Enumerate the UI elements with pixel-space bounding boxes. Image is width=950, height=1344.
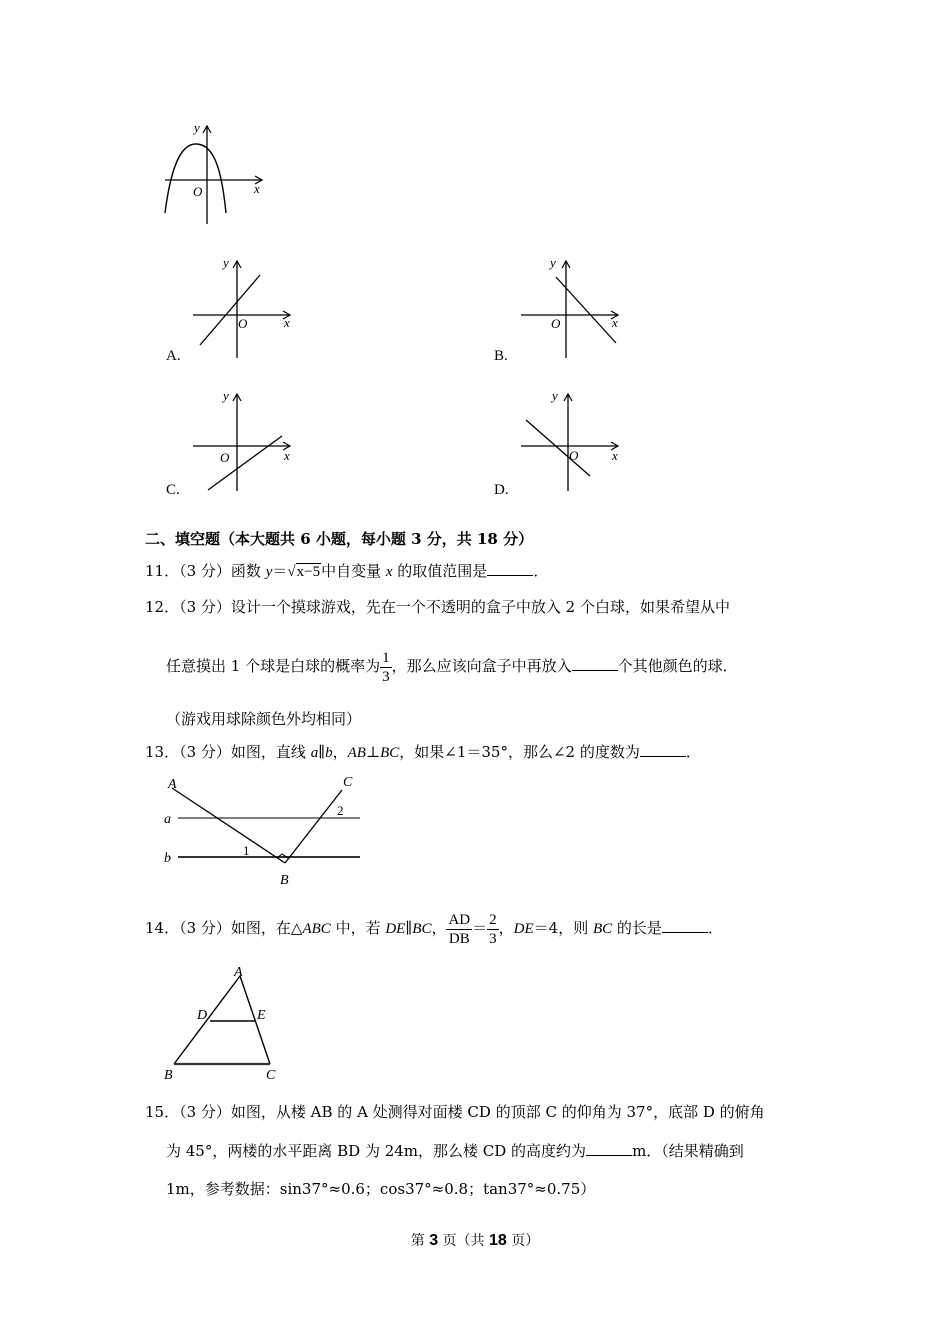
- q14-fraction-ad-db: $\frac{AD}{DB}$: [448, 911, 471, 947]
- q13-answer-blank[interactable]: [640, 742, 686, 757]
- label-A-tri: A: [234, 965, 243, 980]
- label-C-tri: C: [266, 1068, 276, 1083]
- segment-ab: [172, 788, 285, 863]
- label-B-tri: B: [164, 1068, 173, 1083]
- page-number: 3: [429, 1232, 439, 1249]
- y-label: y: [194, 120, 200, 135]
- parabola-graph: [160, 118, 270, 228]
- svg-text:x: x: [612, 448, 618, 463]
- q12-answer-blank[interactable]: [572, 656, 618, 671]
- question-12-line3: （游戏用球除颜色外均相同）: [166, 710, 362, 728]
- segment-bc: [285, 790, 342, 863]
- q11-radicand: x−5: [296, 564, 321, 580]
- label-a: a: [164, 812, 171, 827]
- line-a: [200, 275, 260, 345]
- q12-fraction: $\frac{1}{3}$: [382, 649, 390, 685]
- graph-option-a: [190, 255, 300, 365]
- section-2-heading: 二、填空题（本大题共 6 小题，每小题 3 分，共 18 分）: [145, 530, 534, 548]
- graph-option-c: [190, 388, 300, 498]
- parabola-curve: [165, 144, 226, 213]
- graph-option-d: [518, 388, 628, 498]
- option-b-label[interactable]: B.: [494, 348, 508, 364]
- question-11: 11．（3 分）函数 y＝√x−5中自变量 x 的取值范围是 ．: [145, 562, 549, 580]
- question-14: 14．（3 分）如图，在△ABC 中，若 DE∥BC， $\frac{AD}{DB}$ ＝ $\frac{2}{3}$ ，DE＝4，则 BC 的长是 ．: [145, 911, 723, 947]
- q11-number: 11．: [145, 562, 180, 580]
- label-E: E: [257, 1008, 266, 1023]
- svg-text:O: O: [569, 448, 579, 463]
- question-15-line2: 为 45°，两楼的水平距离 BD 为 24m，那么楼 CD 的高度约为 m．（结果精确到: [166, 1142, 744, 1160]
- label-A: A: [168, 777, 177, 792]
- page-footer: 第 3 页（共 18 页）: [410, 1232, 540, 1249]
- question-13: 13．（3 分）如图，直线 a∥b，AB⊥BC，如果∠1＝35°，那么∠2 的度数为 ．: [145, 743, 701, 761]
- svg-text:O: O: [551, 316, 561, 331]
- q11-score: （3 分）: [179, 562, 231, 580]
- option-d-label[interactable]: D.: [494, 482, 509, 498]
- q14-figure: [160, 962, 290, 1084]
- svg-text:y: y: [223, 255, 229, 270]
- svg-text:O: O: [220, 450, 230, 465]
- svg-text:x: x: [284, 448, 290, 463]
- question-15-line1: 15．（3 分）如图，从楼 AB 的 A 处测得对面楼 CD 的顶部 C 的仰角为 37°，底部 D 的俯角: [145, 1103, 765, 1121]
- q14-fraction-2-3: $\frac{2}{3}$: [489, 911, 497, 947]
- graph-option-b: [518, 255, 628, 365]
- label-2: 2: [337, 803, 344, 818]
- q13-figure: [160, 770, 370, 890]
- page-total: 18: [489, 1232, 507, 1249]
- label-D: D: [197, 1008, 208, 1023]
- option-a-label[interactable]: A.: [166, 348, 181, 364]
- q15-answer-blank[interactable]: [586, 1141, 632, 1156]
- svg-text:x: x: [612, 315, 618, 330]
- label-1: 1: [243, 843, 250, 858]
- line-d: [526, 420, 590, 476]
- question-12-line1: 12．（3 分）设计一个摸球游戏，先在一个不透明的盒子中放入 2 个白球，如果希望从中: [145, 598, 730, 616]
- svg-text:y: y: [223, 388, 229, 403]
- label-b: b: [164, 851, 171, 866]
- line-b: [556, 277, 616, 343]
- question-12-line2: 任意摸出 1 个球是白球的概率为 $\frac{1}{3}$ ，那么应该向盒子中再放入 个其他颜色的球．: [166, 649, 738, 685]
- q11-answer-blank[interactable]: [487, 561, 533, 576]
- x-label: x: [254, 181, 260, 196]
- origin-label: O: [193, 184, 203, 199]
- svg-text:y: y: [550, 255, 556, 270]
- label-C: C: [343, 775, 353, 790]
- svg-text:x: x: [284, 315, 290, 330]
- question-15-line3: 1m，参考数据：sin37°≈0.6；cos37°≈0.8；tan37°≈0.75）: [166, 1180, 596, 1198]
- option-c-label[interactable]: C.: [166, 482, 180, 498]
- svg-text:y: y: [552, 388, 558, 403]
- q14-answer-blank[interactable]: [662, 918, 708, 933]
- label-B: B: [280, 873, 289, 888]
- svg-text:O: O: [238, 316, 248, 331]
